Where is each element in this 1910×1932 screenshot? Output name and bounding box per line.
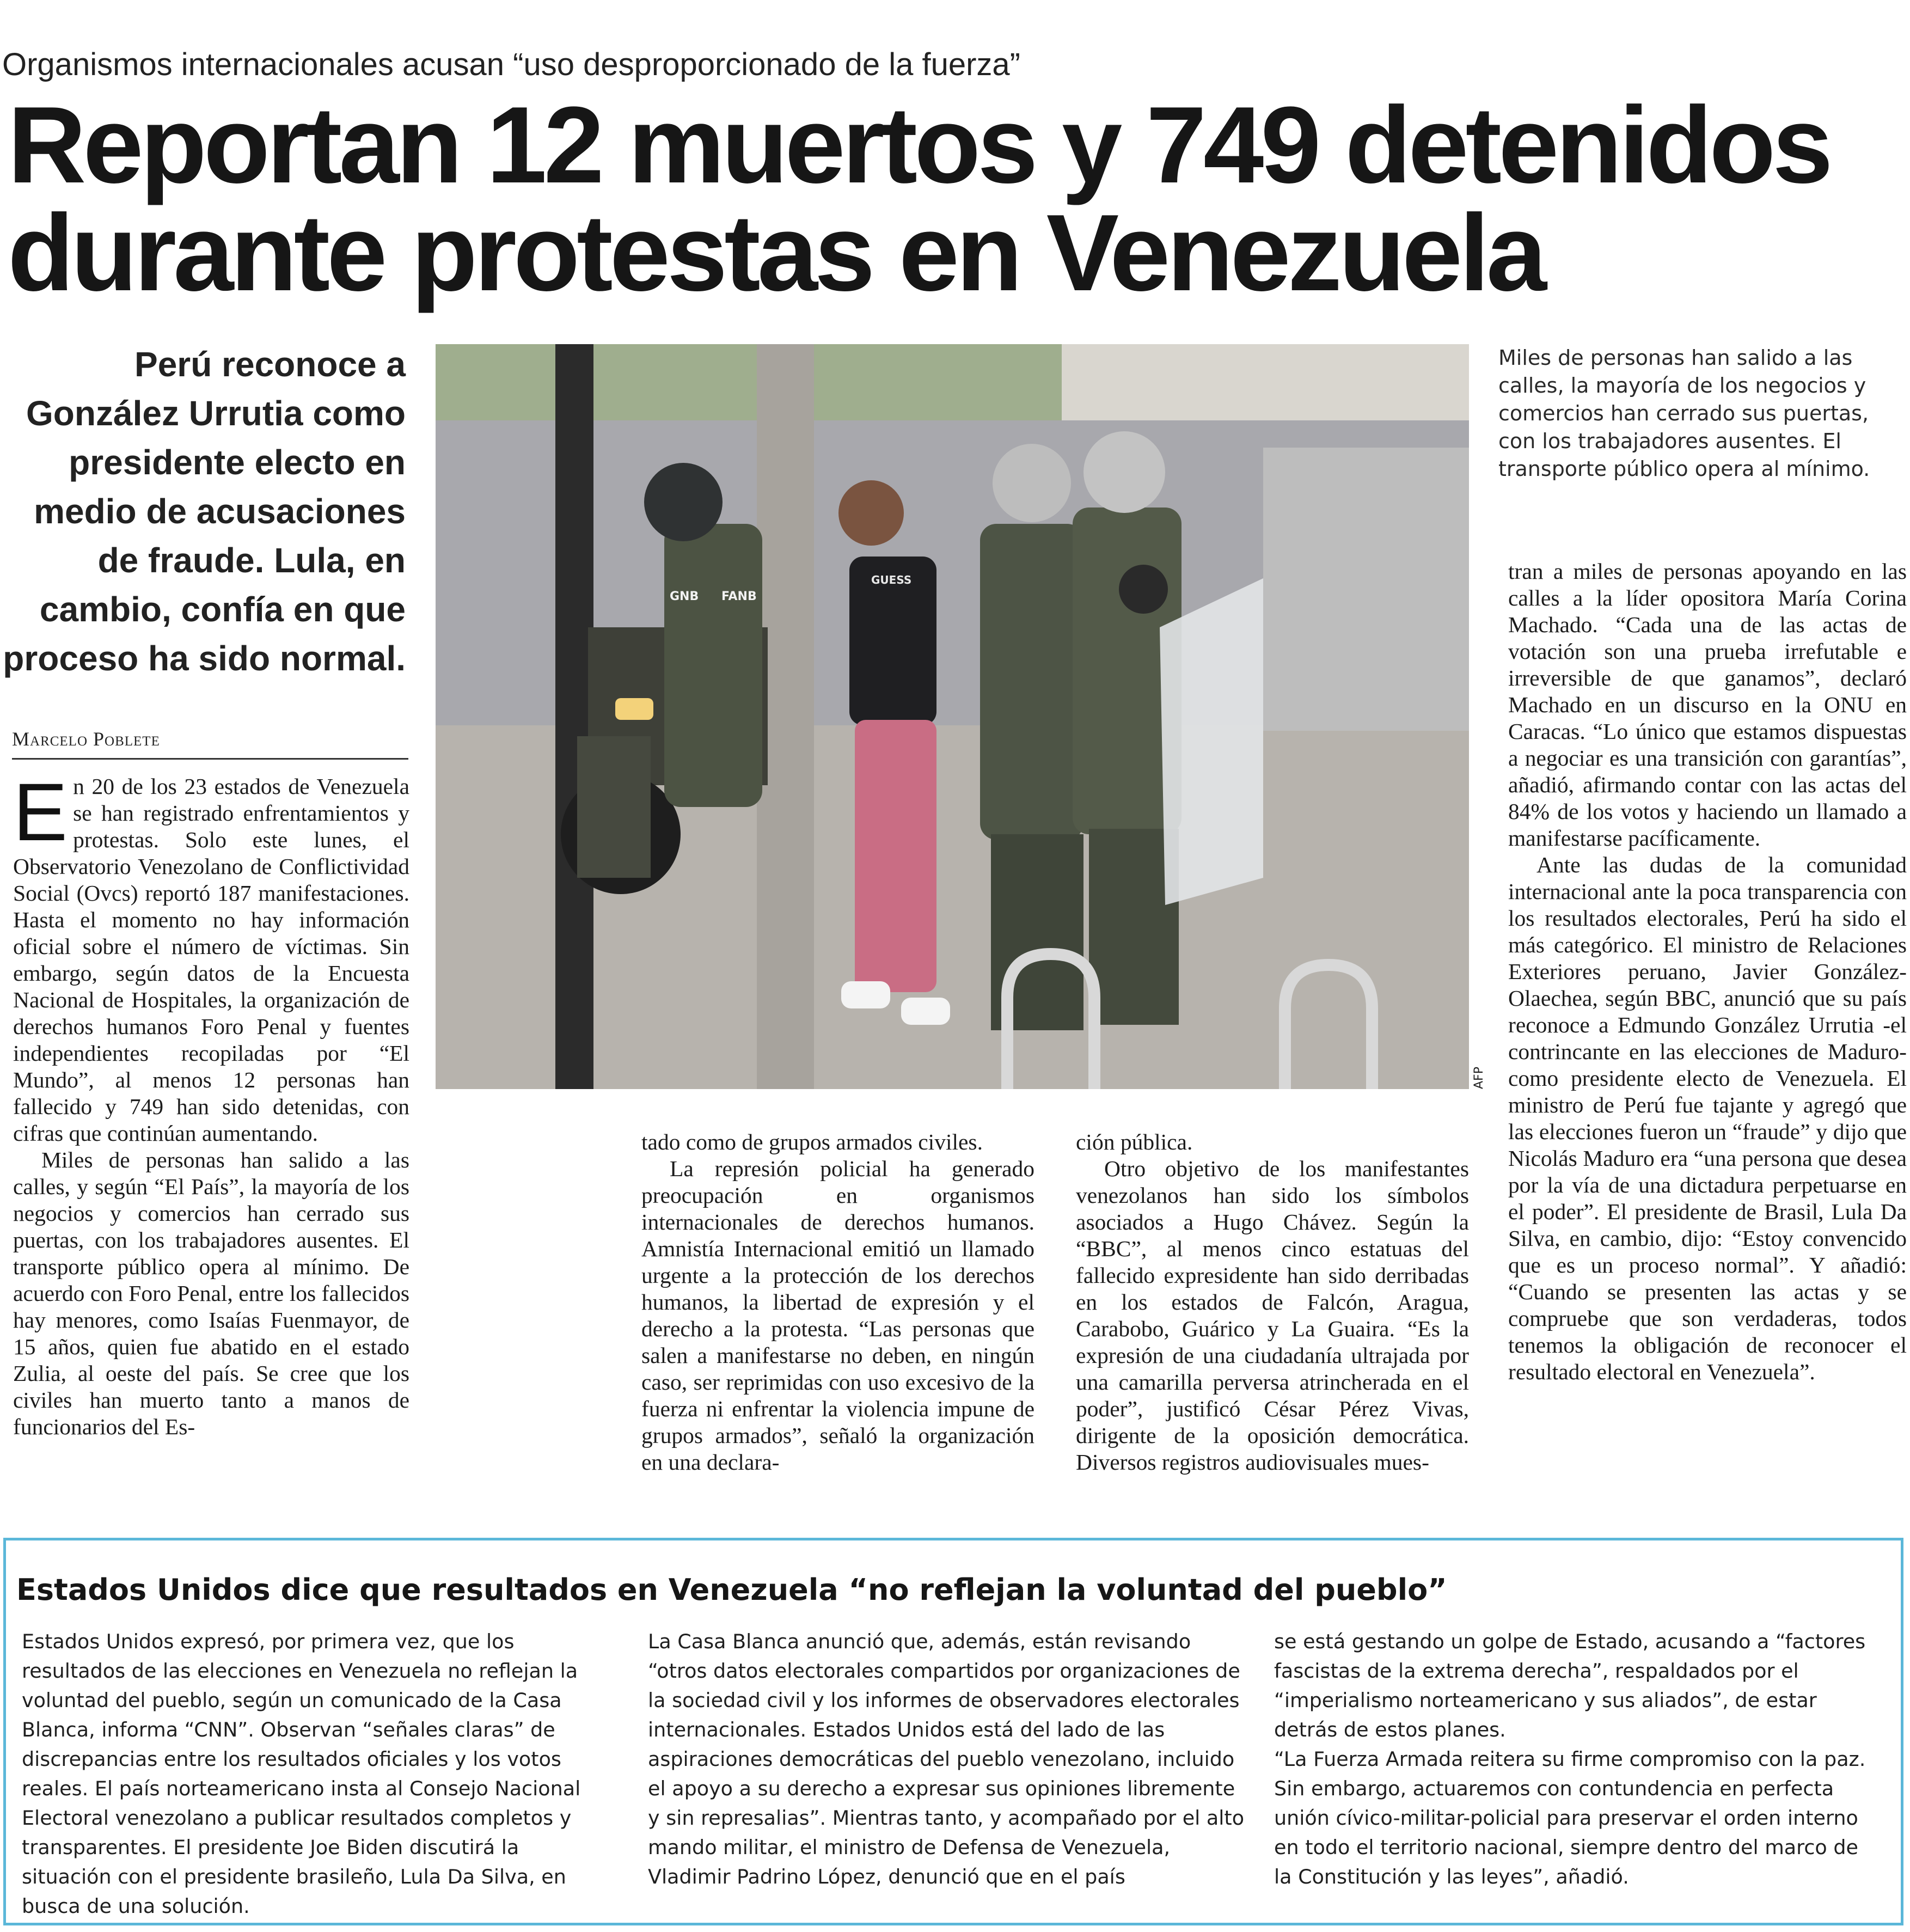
article-headline: [8, 84, 1830, 314]
headline-line-2: durante protestas en Venezuela: [8, 192, 1544, 314]
vest-label-fanb: FANB: [721, 590, 757, 603]
article-byline: Marcelo Poblete: [12, 727, 408, 760]
column-3-paragraph-1: ción pública.: [1076, 1129, 1193, 1154]
sidebar-title: Estados Unidos dice que resultados en Venezuela “no reflejan la voluntad del pueblo”: [16, 1573, 1447, 1607]
sidebar-column-1-text: Estados Unidos expresó, por primera vez, que los resultados de las elecciones en Venezuela no reflejan la voluntad del pueblo, según un comunicado de la Casa Blanca, informa “CNN”. Observan “señales claras” de discrepancias entre los resultados oficiales y los votos reales. El país norteamericano insta al Consejo Nacional Electoral venezolano a publicar resultados completos y transparentes. El presidente Joe Biden discutirá la situación con el presidente brasileño, Lula Da Silva, en busca de una solución.: [22, 1630, 581, 1918]
headline-line-1: Reportan 12 muertos y 749 detenidos: [8, 84, 1830, 206]
vest-label-gnb: GNB: [670, 590, 699, 603]
news-photo: [436, 344, 1469, 1089]
photo-caption: Miles de personas han salido a las calles, la mayoría de los negocios y comercios han cerrado sus puertas, con los trabajadores ausentes. El transporte público opera al mínimo.: [1498, 346, 1870, 481]
column-3-paragraph-2: Otro objetivo de los manifestantes venezolanos han sido los símbolos asociados a Hugo Chávez. Según la “BBC”, al menos cinco estatuas del fallecido expresidente han sido derribadas en los estados de Falcón, Aragua, Carabobo, Guárico y La Guaira. “Es la expresión de una ciudadanía ultrajada por una camarilla perversa atrincherada en el poder”, justificó César Pérez Vivas, dirigente de la oposición democrática. Diversos registros audiovisuales mues-: [1076, 1156, 1469, 1475]
sidebar-column-3-paragraph-1: se está gestando un golpe de Estado, acusando a “factores fascistas de la extrema derecha”, respaldados por el “imperialismo norteamericano y sus aliados”, de estar detrás de estos planes.: [1274, 1630, 1866, 1741]
column-4-paragraph-1: tran a miles de personas apoyando en las calles a la líder opositora María Corina Machado. “Cada una de las actas de votación son una prueba irrefutable e irreversible de que ganamos”, declaró Machado en un discurso en la ONU en Caracas. “Lo único que estamos dispuestas a negociar es una transición con garantías”, añadió, afirmando contar con las actas del 84% de los votos y haciendo un llamado a manifestarse pacíficamente.: [1508, 559, 1907, 851]
article-column-4: [1508, 558, 1907, 1489]
photo-credit: AFP: [1472, 1067, 1486, 1089]
column-1-paragraph-2: Miles de personas han salido a las calles, y según “El País”, la mayoría de los negocios y comercios han cerrado sus puertas, con los trabajadores ausentes. El transporte público opera al mínimo. De acuerdo con Foro Penal, entre los fallecidos hay menores, como Isaías Fuenmayor, de 15 años, quien fue abatido en el estado Zulia, al oeste del país. Se cree que los civiles han muerto tanto a manos de funcionarios del Es-: [13, 1147, 409, 1439]
sidebar-column-3: [1274, 1627, 1873, 1899]
shirt-label: GUESS: [871, 573, 912, 586]
column-4-paragraph-2: Ante las dudas de la comunidad internacional ante la poca transparencia con los resultados electorales, Perú ha sido el más categórico. El ministro de Relaciones Exteriores peruano, Javier González-Olaechea, según BBC, anunció que su país reconoce a Edmundo González Urrutia -el contrincante en las elecciones de Maduro- como presidente electo de Venezuela. El ministro de Perú fue tajante y agregó que las elecciones fueron un “fraude” y dijo que Nicolás Maduro era “una persona que desea por la vía de una dictadura perpetuarse en el poder”. El presidente de Brasil, Lula Da Silva, en cambio, dijo: “Estoy convencido que es un proceso normal”. Y añadió: “Cuando se presenten las actas y se compruebe que son verdaderas, todos tenemos la obligación de reconocer el resultado electoral en Venezuela”.: [1508, 852, 1907, 1384]
column-2-paragraph-2: La represión policial ha generado preocupación en organismos internacionales de derechos humanos. Amnistía Internacional emitió un llamado urgente a la protección de los derechos humanos, la libertad de expresión y el derecho a la protesta. “Las personas que salen a manifestarse no deben, en ningún caso, ser reprimidas con uso excesivo de la fuerza ni enfrentar la violencia impune de grupos armados”, señaló la organización en una declara-: [641, 1156, 1034, 1475]
column-1-paragraph-1: En 20 de los 23 estados de Venezuela se han registrado enfrentamientos y protestas. Solo este lunes, el Observatorio Venezolano de Conflictividad Social (Ovcs) reportó 187 manifestaciones. Hasta el momento no hay información oficial sobre el número de víctimas. Sin embargo, según datos de la Encuesta Nacional de Hospitales, la organización de derechos humanos Foro Penal y fuentes independientes recopiladas por “El Mundo”, al menos 12 personas han fallecido y 749 han sido detenidas, con cifras que continúan aumentando.: [13, 766, 409, 1146]
sidebar-column-3-paragraph-2: “La Fuerza Armada reitera su firme compromiso con la paz. Sin embargo, actuaremos con contundencia en perfecta unión cívico-militar-policial para preservar el orden interno en todo el territorio nacional, siempre dentro del marco de la Constitución y las leyes”, añadió.: [1274, 1747, 1866, 1888]
column-2-paragraph-1: tado como de grupos armados civiles.: [641, 1129, 983, 1154]
drop-cap: E: [13, 766, 68, 858]
sidebar-column-1: [22, 1627, 610, 1918]
photo-illustration: [436, 344, 1469, 1089]
article-column-3: [1076, 1129, 1469, 1488]
sidebar-column-2-text: La Casa Blanca anunció que, además, están revisando “otros datos electorales compartidos por organizaciones de la sociedad civil y los informes de observadores electorales internacionales. Estados Unidos está del lado de las aspiraciones democráticas del pueblo venezolano, incluido el apoyo a su derecho a expresar sus opiniones libremente y sin represalias”. Mientras tanto, y acompañado por el alto mando militar, el ministro de Defensa de Venezuela, Vladimir Padrino López, denunció que en el país: [648, 1630, 1245, 1888]
article-column-2: [641, 1129, 1034, 1488]
article-kicker: Organismos internacionales acusan “uso desproporcionado de la fuerza”: [2, 47, 1020, 82]
sidebar-column-2: [648, 1627, 1247, 1899]
article-column-1: [13, 766, 409, 1487]
article-deck: Perú reconoce a González Urrutia como presidente electo en medio de acusaciones de fraude. Lula, en cambio, confía en que proceso ha sido normal.: [3, 345, 406, 678]
